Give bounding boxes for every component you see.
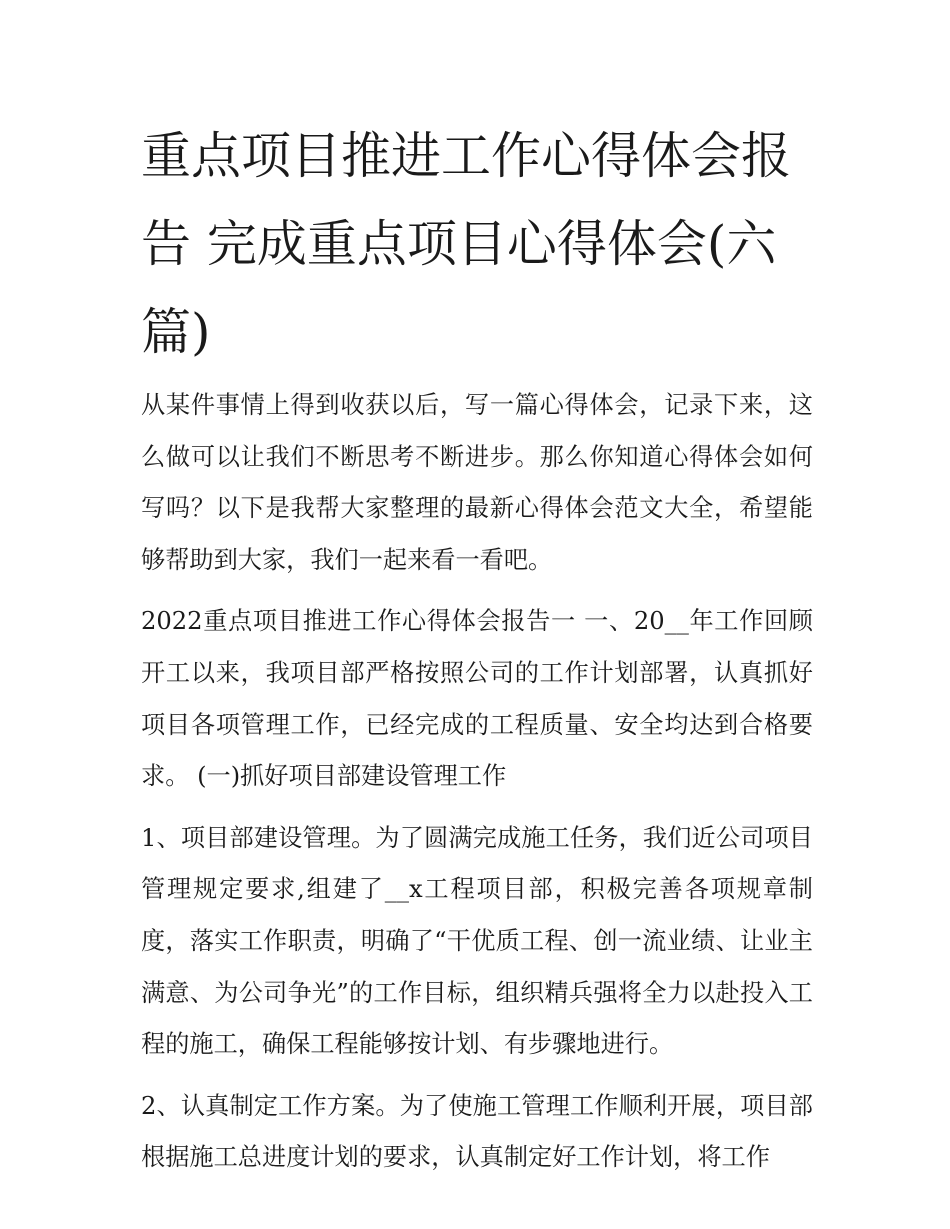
project-management-paragraph: 1、项目部建设管理。为了圆满完成施工任务，我们近公司项目管理规定要求,组建了__x工程项目部，积极完善各项规章制度，落实工作职责，明确了“干优质工程、创一流业绩、让业主满意、为公司争光”的工作目标，组织精兵强将全力以赴投入工程的施工，确保工程能够按计划、有步骤地进行。 xyxy=(141,823,813,1059)
work-plan-paragraph: 2、认真制定工作方案。为了使施工管理工作顺利开展，项目部根据施工总进度计划的要求，认真制定好工作计划，将工作 xyxy=(141,1091,813,1172)
document-page xyxy=(141,112,813,1194)
intro-paragraph: 从某件事情上得到收获以后，写一篇心得体会，记录下来，这么做可以让我们不断思考不断进步。那么你知道心得体会如何写吗？以下是我帮大家整理的最新心得体会范文大全，希望能够帮助到大家，我们一起来看一看吧。 xyxy=(141,391,813,574)
review-paragraph: 2022重点项目推进工作心得体会报告一 一、20__年工作回顾 开工以来，我项目部严格按照公司的工作计划部署，认真抓好项目各项管理工作，已经完成的工程质量、安全均达到合格要求。 (一)抓好项目部建设管理工作 xyxy=(141,607,813,791)
document-title: 重点项目推进工作心得体会报告 完成重点项目心得体会(六篇) xyxy=(141,127,791,361)
